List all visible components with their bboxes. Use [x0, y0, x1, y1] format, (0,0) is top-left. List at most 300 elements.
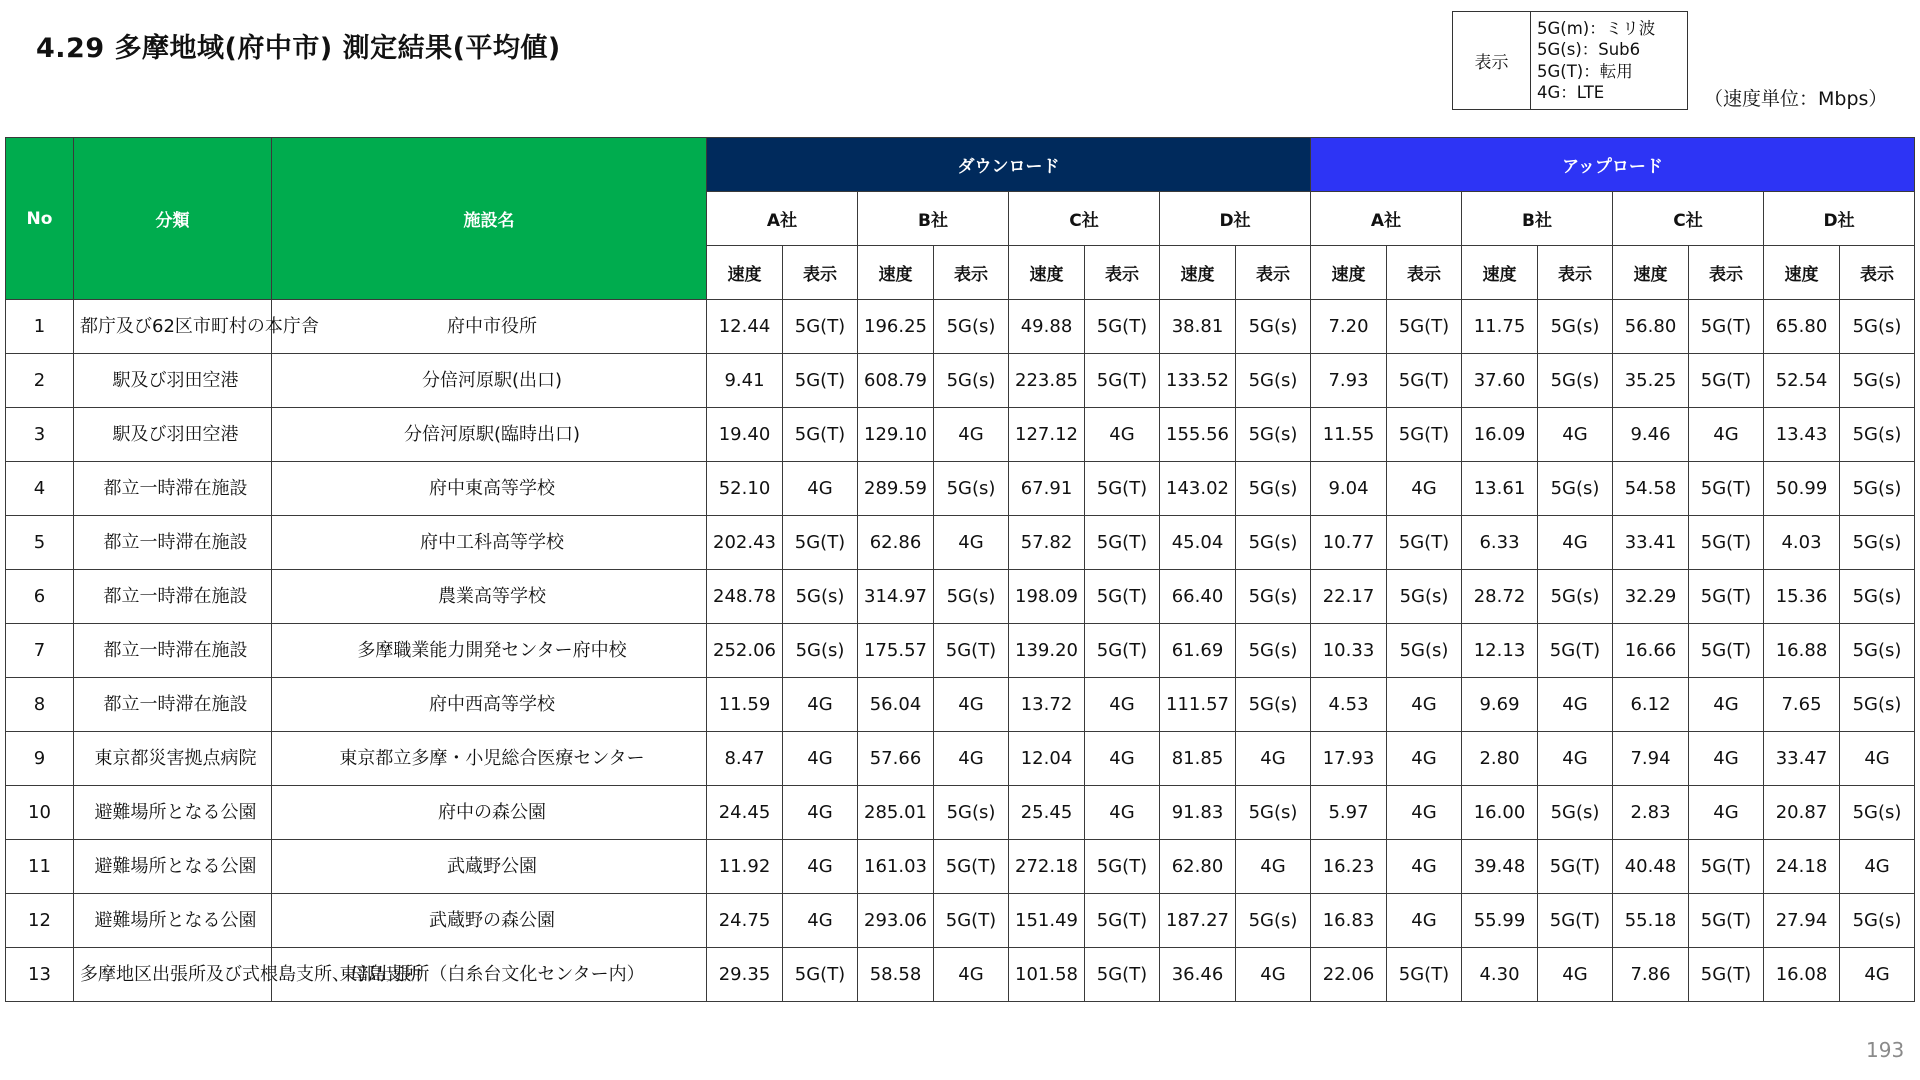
row-number-cell: 9 — [6, 732, 74, 786]
upload-carrier-b-speed-cell: 13.61 — [1462, 462, 1538, 516]
download-carrier-d-speed-cell: 62.80 — [1160, 840, 1236, 894]
upload-carrier-d-display-cell: 5G(s) — [1840, 300, 1915, 354]
download-carrier-b-display-cell: 4G — [934, 948, 1009, 1002]
upload-carrier-c-speed-cell: 6.12 — [1613, 678, 1689, 732]
row-number-cell: 11 — [6, 840, 74, 894]
row-number-cell: 1 — [6, 300, 74, 354]
download-carrier-b-speed-cell: 289.59 — [858, 462, 934, 516]
upload-carrier-c-speed-cell: 32.29 — [1613, 570, 1689, 624]
upload-carrier-c-display-cell: 5G(T) — [1689, 300, 1764, 354]
download-carrier-c-speed-cell: 67.91 — [1009, 462, 1085, 516]
category-cell: 駅及び羽田空港 — [74, 408, 272, 462]
upload-carrier-c-speed-cell: 40.48 — [1613, 840, 1689, 894]
download-carrier-d-speed-cell: 38.81 — [1160, 300, 1236, 354]
header-upload-carrier-d: D社 — [1764, 192, 1915, 246]
facility-name-cell: 武蔵野の森公園 — [272, 894, 707, 948]
upload-carrier-c-speed-cell: 56.80 — [1613, 300, 1689, 354]
download-carrier-c-speed-cell: 223.85 — [1009, 354, 1085, 408]
download-carrier-b-display-cell: 5G(s) — [934, 786, 1009, 840]
download-carrier-c-display-cell: 4G — [1085, 786, 1160, 840]
download-carrier-b-display-cell: 5G(T) — [934, 840, 1009, 894]
download-carrier-a-speed-cell: 8.47 — [707, 732, 783, 786]
header-category: 分類 — [74, 138, 272, 300]
facility-name-cell: 府中東高等学校 — [272, 462, 707, 516]
upload-carrier-b-speed-cell: 16.00 — [1462, 786, 1538, 840]
download-carrier-c-speed-cell: 13.72 — [1009, 678, 1085, 732]
upload-carrier-d-speed-cell: 4.03 — [1764, 516, 1840, 570]
upload-carrier-a-speed-header: 速度 — [1311, 246, 1387, 300]
category-cell: 都立一時滞在施設 — [74, 570, 272, 624]
download-carrier-c-speed-cell: 151.49 — [1009, 894, 1085, 948]
download-carrier-b-display-cell: 5G(s) — [934, 462, 1009, 516]
download-carrier-c-display-header: 表示 — [1085, 246, 1160, 300]
facility-name-cell: 農業高等学校 — [272, 570, 707, 624]
upload-carrier-c-display-cell: 5G(T) — [1689, 948, 1764, 1002]
facility-name-cell: 府中市役所 — [272, 300, 707, 354]
upload-carrier-a-display-cell: 4G — [1387, 678, 1462, 732]
download-carrier-b-speed-cell: 161.03 — [858, 840, 934, 894]
download-carrier-a-display-header: 表示 — [783, 246, 858, 300]
download-carrier-d-display-cell: 5G(s) — [1236, 516, 1311, 570]
upload-carrier-c-speed-cell: 9.46 — [1613, 408, 1689, 462]
upload-carrier-b-speed-cell: 39.48 — [1462, 840, 1538, 894]
upload-carrier-c-display-cell: 4G — [1689, 732, 1764, 786]
table-row — [6, 786, 1915, 840]
upload-carrier-a-display-cell: 4G — [1387, 840, 1462, 894]
download-carrier-a-speed-cell: 252.06 — [707, 624, 783, 678]
header-upload-carrier-a: A社 — [1311, 192, 1462, 246]
download-carrier-d-display-cell: 4G — [1236, 840, 1311, 894]
page-title: 4.29 多摩地域(府中市) 測定結果(平均値) — [36, 33, 561, 64]
upload-carrier-d-display-cell: 5G(s) — [1840, 516, 1915, 570]
download-carrier-b-speed-cell: 62.86 — [858, 516, 934, 570]
table-row — [6, 732, 1915, 786]
category-cell: 都庁及び62区市町村の本庁舎 — [74, 300, 272, 354]
upload-carrier-b-display-cell: 5G(T) — [1538, 894, 1613, 948]
download-carrier-b-speed-cell: 608.79 — [858, 354, 934, 408]
legend-box — [1452, 11, 1688, 110]
upload-carrier-c-speed-cell: 7.94 — [1613, 732, 1689, 786]
header-download-carrier-b: B社 — [858, 192, 1009, 246]
download-carrier-a-display-cell: 4G — [783, 786, 858, 840]
download-carrier-d-speed-cell: 61.69 — [1160, 624, 1236, 678]
header-download-carrier-c: C社 — [1009, 192, 1160, 246]
download-carrier-c-display-cell: 4G — [1085, 732, 1160, 786]
download-carrier-c-speed-cell: 57.82 — [1009, 516, 1085, 570]
facility-name-cell: 分倍河原駅(臨時出口) — [272, 408, 707, 462]
download-carrier-a-display-cell: 5G(T) — [783, 354, 858, 408]
download-carrier-d-speed-cell: 143.02 — [1160, 462, 1236, 516]
facility-name-cell: 府中西高等学校 — [272, 678, 707, 732]
upload-carrier-c-display-cell: 5G(T) — [1689, 624, 1764, 678]
upload-carrier-d-speed-cell: 16.08 — [1764, 948, 1840, 1002]
download-carrier-d-speed-cell: 45.04 — [1160, 516, 1236, 570]
upload-carrier-c-speed-cell: 7.86 — [1613, 948, 1689, 1002]
download-carrier-d-display-cell: 5G(s) — [1236, 894, 1311, 948]
upload-carrier-b-speed-cell: 12.13 — [1462, 624, 1538, 678]
upload-carrier-c-display-cell: 5G(T) — [1689, 462, 1764, 516]
upload-carrier-c-speed-cell: 54.58 — [1613, 462, 1689, 516]
download-carrier-b-display-cell: 5G(s) — [934, 354, 1009, 408]
download-carrier-d-display-cell: 4G — [1236, 732, 1311, 786]
download-carrier-a-display-cell: 5G(T) — [783, 948, 858, 1002]
download-carrier-a-speed-cell: 12.44 — [707, 300, 783, 354]
download-carrier-a-display-cell: 4G — [783, 894, 858, 948]
table-row — [6, 570, 1915, 624]
upload-carrier-c-display-cell: 4G — [1689, 786, 1764, 840]
upload-carrier-b-display-cell: 4G — [1538, 732, 1613, 786]
upload-carrier-d-speed-cell: 13.43 — [1764, 408, 1840, 462]
upload-carrier-d-speed-cell: 65.80 — [1764, 300, 1840, 354]
download-carrier-d-display-cell: 5G(s) — [1236, 408, 1311, 462]
upload-carrier-a-speed-cell: 22.06 — [1311, 948, 1387, 1002]
download-carrier-d-display-cell: 4G — [1236, 948, 1311, 1002]
upload-carrier-c-speed-cell: 55.18 — [1613, 894, 1689, 948]
download-carrier-b-speed-cell: 58.58 — [858, 948, 934, 1002]
download-carrier-c-speed-header: 速度 — [1009, 246, 1085, 300]
upload-carrier-d-display-cell: 5G(s) — [1840, 354, 1915, 408]
download-carrier-c-display-cell: 5G(T) — [1085, 624, 1160, 678]
category-cell: 都立一時滞在施設 — [74, 624, 272, 678]
table-row — [6, 948, 1915, 1002]
page-number: 193 — [1866, 1038, 1905, 1062]
header-upload-carrier-b: B社 — [1462, 192, 1613, 246]
download-carrier-a-speed-cell: 19.40 — [707, 408, 783, 462]
download-carrier-d-speed-cell: 36.46 — [1160, 948, 1236, 1002]
facility-name-cell: 東部出張所（白糸台文化センター内） — [272, 948, 707, 1002]
download-carrier-c-display-cell: 5G(T) — [1085, 894, 1160, 948]
upload-carrier-b-speed-cell: 9.69 — [1462, 678, 1538, 732]
upload-carrier-d-speed-cell: 16.88 — [1764, 624, 1840, 678]
upload-carrier-c-display-cell: 4G — [1689, 408, 1764, 462]
download-carrier-c-speed-cell: 272.18 — [1009, 840, 1085, 894]
upload-carrier-d-display-cell: 5G(s) — [1840, 408, 1915, 462]
upload-carrier-b-speed-cell: 37.60 — [1462, 354, 1538, 408]
upload-carrier-b-display-cell: 5G(s) — [1538, 354, 1613, 408]
download-carrier-b-display-cell: 5G(T) — [934, 624, 1009, 678]
upload-carrier-c-display-cell: 5G(T) — [1689, 354, 1764, 408]
category-cell: 避難場所となる公園 — [74, 894, 272, 948]
download-carrier-b-display-cell: 4G — [934, 408, 1009, 462]
download-carrier-c-display-cell: 4G — [1085, 408, 1160, 462]
facility-name-cell: 武蔵野公園 — [272, 840, 707, 894]
download-carrier-a-speed-cell: 248.78 — [707, 570, 783, 624]
download-carrier-c-speed-cell: 49.88 — [1009, 300, 1085, 354]
upload-carrier-a-display-cell: 4G — [1387, 732, 1462, 786]
upload-carrier-d-speed-cell: 24.18 — [1764, 840, 1840, 894]
download-carrier-a-speed-cell: 11.59 — [707, 678, 783, 732]
row-number-cell: 3 — [6, 408, 74, 462]
download-carrier-a-speed-header: 速度 — [707, 246, 783, 300]
facility-name-cell: 府中工科高等学校 — [272, 516, 707, 570]
download-carrier-c-speed-cell: 101.58 — [1009, 948, 1085, 1002]
upload-carrier-d-display-cell: 5G(s) — [1840, 570, 1915, 624]
download-carrier-c-speed-cell: 127.12 — [1009, 408, 1085, 462]
category-cell: 避難場所となる公園 — [74, 840, 272, 894]
upload-carrier-a-display-cell: 5G(s) — [1387, 570, 1462, 624]
row-number-cell: 2 — [6, 354, 74, 408]
download-carrier-c-speed-cell: 198.09 — [1009, 570, 1085, 624]
download-carrier-d-speed-cell: 111.57 — [1160, 678, 1236, 732]
download-carrier-a-speed-cell: 202.43 — [707, 516, 783, 570]
download-carrier-b-speed-cell: 196.25 — [858, 300, 934, 354]
legend-label: 表示 — [1453, 12, 1531, 109]
upload-carrier-c-speed-cell: 2.83 — [1613, 786, 1689, 840]
download-carrier-b-display-cell: 4G — [934, 732, 1009, 786]
upload-carrier-d-display-cell: 5G(s) — [1840, 678, 1915, 732]
header-upload: アップロード — [1311, 138, 1915, 192]
upload-carrier-a-display-cell: 5G(T) — [1387, 300, 1462, 354]
upload-carrier-d-display-cell: 5G(s) — [1840, 462, 1915, 516]
category-cell: 都立一時滞在施設 — [74, 462, 272, 516]
download-carrier-a-display-cell: 4G — [783, 462, 858, 516]
upload-carrier-b-display-cell: 5G(T) — [1538, 840, 1613, 894]
upload-carrier-d-speed-cell: 15.36 — [1764, 570, 1840, 624]
row-number-cell: 12 — [6, 894, 74, 948]
upload-carrier-a-speed-cell: 11.55 — [1311, 408, 1387, 462]
upload-carrier-a-speed-cell: 7.20 — [1311, 300, 1387, 354]
upload-carrier-a-speed-cell: 17.93 — [1311, 732, 1387, 786]
row-number-cell: 10 — [6, 786, 74, 840]
upload-carrier-a-display-cell: 5G(T) — [1387, 948, 1462, 1002]
upload-carrier-a-display-header: 表示 — [1387, 246, 1462, 300]
upload-carrier-b-speed-header: 速度 — [1462, 246, 1538, 300]
upload-carrier-a-speed-cell: 4.53 — [1311, 678, 1387, 732]
download-carrier-d-display-cell: 5G(s) — [1236, 570, 1311, 624]
download-carrier-a-display-cell: 5G(T) — [783, 516, 858, 570]
row-number-cell: 7 — [6, 624, 74, 678]
upload-carrier-b-display-cell: 5G(s) — [1538, 570, 1613, 624]
category-cell: 駅及び羽田空港 — [74, 354, 272, 408]
header-download: ダウンロード — [707, 138, 1311, 192]
download-carrier-c-display-cell: 5G(T) — [1085, 948, 1160, 1002]
table-row — [6, 840, 1915, 894]
row-number-cell: 6 — [6, 570, 74, 624]
facility-name-cell: 東京都立多摩・小児総合医療センター — [272, 732, 707, 786]
upload-carrier-d-display-cell: 5G(s) — [1840, 786, 1915, 840]
download-carrier-d-display-cell: 5G(s) — [1236, 678, 1311, 732]
upload-carrier-a-speed-cell: 16.83 — [1311, 894, 1387, 948]
download-carrier-a-speed-cell: 11.92 — [707, 840, 783, 894]
legend-line-mmwave: 5G(m)：ミリ波 — [1537, 18, 1656, 38]
upload-carrier-d-display-cell: 5G(s) — [1840, 624, 1915, 678]
upload-carrier-a-speed-cell: 16.23 — [1311, 840, 1387, 894]
legend-lines — [1531, 12, 1661, 109]
download-carrier-c-display-cell: 5G(T) — [1085, 354, 1160, 408]
upload-carrier-c-display-cell: 5G(T) — [1689, 894, 1764, 948]
download-carrier-c-display-cell: 5G(T) — [1085, 300, 1160, 354]
row-number-cell: 4 — [6, 462, 74, 516]
upload-carrier-d-display-cell: 4G — [1840, 732, 1915, 786]
download-carrier-b-speed-cell: 293.06 — [858, 894, 934, 948]
upload-carrier-a-display-cell: 5G(T) — [1387, 354, 1462, 408]
upload-carrier-a-display-cell: 5G(T) — [1387, 516, 1462, 570]
facility-name-cell: 府中の森公園 — [272, 786, 707, 840]
download-carrier-d-display-header: 表示 — [1236, 246, 1311, 300]
upload-carrier-b-speed-cell: 4.30 — [1462, 948, 1538, 1002]
download-carrier-c-display-cell: 5G(T) — [1085, 462, 1160, 516]
download-carrier-d-speed-cell: 66.40 — [1160, 570, 1236, 624]
download-carrier-c-display-cell: 5G(T) — [1085, 840, 1160, 894]
download-carrier-a-display-cell: 5G(s) — [783, 624, 858, 678]
download-carrier-a-display-cell: 5G(T) — [783, 408, 858, 462]
download-carrier-d-speed-cell: 187.27 — [1160, 894, 1236, 948]
upload-carrier-a-display-cell: 4G — [1387, 894, 1462, 948]
legend-line-lte: 4G：LTE — [1537, 83, 1605, 102]
upload-carrier-c-speed-cell: 35.25 — [1613, 354, 1689, 408]
download-carrier-b-speed-cell: 129.10 — [858, 408, 934, 462]
download-carrier-d-display-cell: 5G(s) — [1236, 786, 1311, 840]
download-carrier-b-display-cell: 4G — [934, 678, 1009, 732]
upload-carrier-b-speed-cell: 11.75 — [1462, 300, 1538, 354]
download-carrier-d-display-cell: 5G(s) — [1236, 462, 1311, 516]
upload-carrier-a-speed-cell: 10.77 — [1311, 516, 1387, 570]
upload-carrier-d-speed-cell: 52.54 — [1764, 354, 1840, 408]
download-carrier-d-display-cell: 5G(s) — [1236, 300, 1311, 354]
upload-carrier-a-speed-cell: 9.04 — [1311, 462, 1387, 516]
header-no: No — [6, 138, 74, 300]
legend-line-sub6: 5G(s)：Sub6 — [1537, 40, 1641, 59]
upload-carrier-b-display-cell: 4G — [1538, 678, 1613, 732]
upload-carrier-c-display-cell: 5G(T) — [1689, 570, 1764, 624]
legend-line-converted: 5G(T)：転用 — [1537, 61, 1633, 81]
category-cell: 避難場所となる公園 — [74, 786, 272, 840]
download-carrier-b-speed-cell: 285.01 — [858, 786, 934, 840]
upload-carrier-d-speed-cell: 27.94 — [1764, 894, 1840, 948]
results-table — [5, 137, 1915, 1002]
upload-carrier-a-display-cell: 4G — [1387, 786, 1462, 840]
upload-carrier-c-display-header: 表示 — [1689, 246, 1764, 300]
upload-carrier-c-speed-cell: 33.41 — [1613, 516, 1689, 570]
table-row — [6, 300, 1915, 354]
download-carrier-d-display-cell: 5G(s) — [1236, 624, 1311, 678]
download-carrier-c-display-cell: 5G(T) — [1085, 516, 1160, 570]
upload-carrier-d-display-cell: 4G — [1840, 840, 1915, 894]
download-carrier-c-display-cell: 4G — [1085, 678, 1160, 732]
download-carrier-a-display-cell: 4G — [783, 732, 858, 786]
download-carrier-b-display-cell: 5G(s) — [934, 300, 1009, 354]
header-upload-carrier-c: C社 — [1613, 192, 1764, 246]
upload-carrier-a-speed-cell: 10.33 — [1311, 624, 1387, 678]
table-row — [6, 408, 1915, 462]
upload-carrier-d-speed-cell: 20.87 — [1764, 786, 1840, 840]
upload-carrier-b-speed-cell: 6.33 — [1462, 516, 1538, 570]
download-carrier-d-display-cell: 5G(s) — [1236, 354, 1311, 408]
upload-carrier-a-speed-cell: 5.97 — [1311, 786, 1387, 840]
facility-name-cell: 分倍河原駅(出口) — [272, 354, 707, 408]
category-cell: 東京都災害拠点病院 — [74, 732, 272, 786]
download-carrier-a-display-cell: 4G — [783, 678, 858, 732]
download-carrier-d-speed-cell: 91.83 — [1160, 786, 1236, 840]
download-carrier-b-speed-cell: 57.66 — [858, 732, 934, 786]
download-carrier-c-display-cell: 5G(T) — [1085, 570, 1160, 624]
download-carrier-a-speed-cell: 52.10 — [707, 462, 783, 516]
upload-carrier-a-display-cell: 5G(s) — [1387, 624, 1462, 678]
download-carrier-a-speed-cell: 9.41 — [707, 354, 783, 408]
upload-carrier-d-speed-cell: 7.65 — [1764, 678, 1840, 732]
header-facility: 施設名 — [272, 138, 707, 300]
upload-carrier-d-display-cell: 4G — [1840, 948, 1915, 1002]
download-carrier-d-speed-cell: 81.85 — [1160, 732, 1236, 786]
download-carrier-c-speed-cell: 25.45 — [1009, 786, 1085, 840]
upload-carrier-d-speed-cell: 33.47 — [1764, 732, 1840, 786]
upload-carrier-c-speed-cell: 16.66 — [1613, 624, 1689, 678]
download-carrier-b-display-header: 表示 — [934, 246, 1009, 300]
download-carrier-c-speed-cell: 12.04 — [1009, 732, 1085, 786]
unit-note: （速度単位：Mbps） — [1704, 88, 1888, 110]
table-row — [6, 516, 1915, 570]
download-carrier-d-speed-header: 速度 — [1160, 246, 1236, 300]
upload-carrier-a-display-cell: 4G — [1387, 462, 1462, 516]
upload-carrier-c-display-cell: 5G(T) — [1689, 516, 1764, 570]
header-download-carrier-d: D社 — [1160, 192, 1311, 246]
download-carrier-a-display-cell: 5G(s) — [783, 570, 858, 624]
upload-carrier-d-speed-header: 速度 — [1764, 246, 1840, 300]
upload-carrier-b-speed-cell: 28.72 — [1462, 570, 1538, 624]
download-carrier-a-speed-cell: 29.35 — [707, 948, 783, 1002]
header-download-carrier-a: A社 — [707, 192, 858, 246]
table-row — [6, 678, 1915, 732]
upload-carrier-b-display-cell: 5G(s) — [1538, 300, 1613, 354]
upload-carrier-b-display-cell: 5G(s) — [1538, 462, 1613, 516]
download-carrier-b-display-cell: 5G(s) — [934, 570, 1009, 624]
download-carrier-b-speed-cell: 175.57 — [858, 624, 934, 678]
table-row — [6, 354, 1915, 408]
upload-carrier-c-display-cell: 4G — [1689, 678, 1764, 732]
download-carrier-d-speed-cell: 155.56 — [1160, 408, 1236, 462]
upload-carrier-b-display-cell: 5G(T) — [1538, 624, 1613, 678]
row-number-cell: 5 — [6, 516, 74, 570]
upload-carrier-c-display-cell: 5G(T) — [1689, 840, 1764, 894]
facility-name-cell: 多摩職業能力開発センター府中校 — [272, 624, 707, 678]
table-row — [6, 624, 1915, 678]
download-carrier-a-display-cell: 4G — [783, 840, 858, 894]
upload-carrier-b-display-cell: 5G(s) — [1538, 786, 1613, 840]
category-cell: 都立一時滞在施設 — [74, 516, 272, 570]
upload-carrier-b-display-header: 表示 — [1538, 246, 1613, 300]
table-row — [6, 894, 1915, 948]
upload-carrier-b-speed-cell: 2.80 — [1462, 732, 1538, 786]
upload-carrier-c-speed-header: 速度 — [1613, 246, 1689, 300]
category-cell: 都立一時滞在施設 — [74, 678, 272, 732]
download-carrier-b-display-cell: 4G — [934, 516, 1009, 570]
download-carrier-b-speed-cell: 314.97 — [858, 570, 934, 624]
upload-carrier-b-display-cell: 4G — [1538, 408, 1613, 462]
download-carrier-a-speed-cell: 24.45 — [707, 786, 783, 840]
upload-carrier-a-speed-cell: 7.93 — [1311, 354, 1387, 408]
table-row — [6, 462, 1915, 516]
category-cell: 多摩地区出張所及び式根島支所、母島支所 — [74, 948, 272, 1002]
download-carrier-b-display-cell: 5G(T) — [934, 894, 1009, 948]
upload-carrier-a-speed-cell: 22.17 — [1311, 570, 1387, 624]
download-carrier-d-speed-cell: 133.52 — [1160, 354, 1236, 408]
download-carrier-a-speed-cell: 24.75 — [707, 894, 783, 948]
upload-carrier-b-display-cell: 4G — [1538, 516, 1613, 570]
upload-carrier-b-display-cell: 4G — [1538, 948, 1613, 1002]
upload-carrier-a-display-cell: 5G(T) — [1387, 408, 1462, 462]
upload-carrier-d-display-header: 表示 — [1840, 246, 1915, 300]
row-number-cell: 13 — [6, 948, 74, 1002]
download-carrier-c-speed-cell: 139.20 — [1009, 624, 1085, 678]
download-carrier-a-display-cell: 5G(T) — [783, 300, 858, 354]
row-number-cell: 8 — [6, 678, 74, 732]
upload-carrier-b-speed-cell: 55.99 — [1462, 894, 1538, 948]
download-carrier-b-speed-cell: 56.04 — [858, 678, 934, 732]
upload-carrier-d-display-cell: 5G(s) — [1840, 894, 1915, 948]
download-carrier-b-speed-header: 速度 — [858, 246, 934, 300]
upload-carrier-b-speed-cell: 16.09 — [1462, 408, 1538, 462]
upload-carrier-d-speed-cell: 50.99 — [1764, 462, 1840, 516]
